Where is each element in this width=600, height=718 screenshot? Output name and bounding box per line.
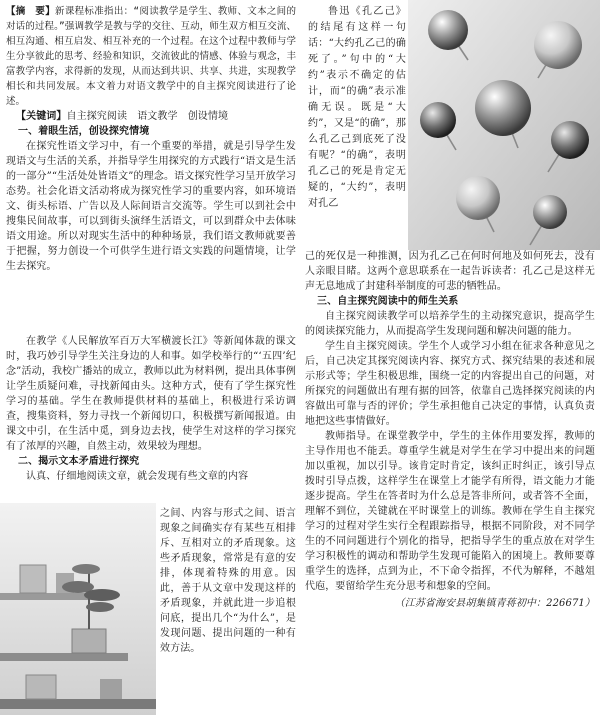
section2-paragraph-rest: 之间、内容与形式之间、语言现象之间确实存有某些互相排斥、互相对立的矛盾现象。这些矛盾现象，常常是有意的安排，体现着特殊的用意。因此，善于从文章中发现这样的矛盾现象，并就此进一步追根问底，提出几个“为什么”，是发现问题、提出问题的一种有效方法。 [160,508,296,654]
push-pins-photo [408,0,600,250]
keywords-label: 【关键词】 [16,111,67,122]
left-column-middle [6,334,296,484]
section3-paragraph-1: 自主探究阅读教学可以培养学生的主动探究意识，提高学生的阅读探究能力，从而提高学生发现问题和解决问题的能力。 [305,311,595,337]
section3-heading: 三、自主探究阅读中的师生关系 [317,296,459,307]
section2-heading: 二、揭示文本矛盾进行探究 [18,456,140,467]
abstract-text: 新课程标准指出：“阅读教学是学生、教师、文本之间的对话的过程。”强调教学是教与学的交往、互动，师生双方相互交流、相互沟通、相互启发、相互补充的一个过程。在这个过程中教师与学生分享彼此的思考、经验和知识，交流彼此的情感、体验与观念，丰富教学内容，求得新的发现，从而达到共识、共享、共进，实现教学相长和共同发展。本文着力对语文教学中的自主探究阅读进行了论述。 [6,6,296,107]
section1-paragraph-1: 在探究性语文学习中，有一个重要的举措，就是引导学生发现语文与生活的关系，并指导学生用探究的方式践行“语文是生活的一部分”“生活处处皆语文”的理念。语文探究性学习呈开放学习态势。社会化语文活动将成为探究性学习的重要内容，如环境语文、街头标语、广告以及人际间语言交流等。学生可以到社会中搜集民间故事，可以到街头演绎生活语文，可以到群众中去体味语文用途。所以对现实生活中的种种场景，我们语文教师就要善于把握，努力创设一个可供学生进行语文实践的问题情境，让学生去探究。 [6,141,296,272]
section1-heading: 一、着眼生活，创设探究情境 [18,126,150,137]
section2-paragraph-start: 认真、仔细地阅读文章，就会发现有些文章的内容 [26,471,249,482]
section3-paragraph-3: 教师指导。在课堂教学中，学生的主体作用要发挥，教师的主导作用也不能丢。尊重学生就是对学生在学习中提出来的问题加以重视，加以引导。该肯定时肯定，该纠正时纠正，该引导点拨时引导点拨，这样学生在课堂上才能学有所得，语文能力才能逐步提高。学生在答者时为什么总是答非所问，或者答不全面，理解不到位，关键就在平时课堂上的训练。教师在学生自主探究学习的过程对学生实行全程跟踪指导，根据不同阶段，对不同学生的不同问题进行个别化的指导，把指导学生的重点放在对学生学习积极性的调动和帮助学生发现可能陷入的困境上。教师要尊重学生的选择，点到为止，不下命令指挥，不代为解释，不越俎代庖，要留给学生充分思考和想象的空间。 [305,431,595,592]
keywords-text: 自主探究阅读 语文教学 创设情境 [66,111,229,122]
left-narrow-column [160,506,296,656]
section3-paragraph-2: 学生自主探究阅读。学生个人或学习小组在征求各种意见之后，自己决定其探究阅读内容、探究方式、探究结果的表述和展示形式等；学生积极思维，围绕一定的内容提出自己的问题，对所探究的问题做出有理有据的回答，依靠自己选择探究阅读的内容做出可靠与否的评价；学生承担他自己决定的事情，认真负责地把这些事情做好。 [305,341,595,427]
kongyiji-continuation: 己的死仅是一种推测，因为孔乙己在何时何地及如何死去，没有人亲眼目睹。这两个意思联系在一起告诉读者：孔乙己是这样无声无息地成了封建科举制度的可悲的牺牲品。 [305,251,595,292]
author-affiliation: （江苏省海安县胡集镇青蒋初中：226671） [394,598,595,609]
keywords [6,109,296,124]
section1-paragraph-2: 在教学《人民解放军百万大军横渡长江》等新闻体裁的课文时，我巧妙引导学生关注身边的人和事。如学校举行的“‘五四’纪念”活动，我校广播站的成立，教师以此为材料例，提出具体事例让学生质疑问难，寻找新闻由头。这种方式，使有了学生探究性学习的基础。学生在教师提供材料的基础上，积极进行采访调查，搜集资料，努力寻找一个新闻切口，积极撰写新闻报道。由课文中引，在生活中觅，到身边去找，使学生对这样的学习探究有了浓厚的兴趣，自然主动，效果较为理想。 [6,336,296,452]
kongyiji-paragraph: 鲁迅《孔乙己》的结尾有这样一句话：“大约孔乙己的确死了。”句中的“大约”表示不确定的估计，而“的确”表示准确无误。既是“大约”，又是“的确”，那么孔乙己到底死了没有呢？“的确”，表明孔乙己的死是肯定无疑的，“大约”，表明对孔乙 [308,6,406,209]
plant-shelf-photo [0,503,156,715]
push-pins-illustration [408,0,600,250]
right-column [305,249,595,611]
abstract [6,4,296,109]
right-narrow-column [308,4,406,212]
plant-shelf-illustration [0,503,156,715]
abstract-label: 【摘 要】 [6,6,56,17]
left-column [6,4,296,274]
